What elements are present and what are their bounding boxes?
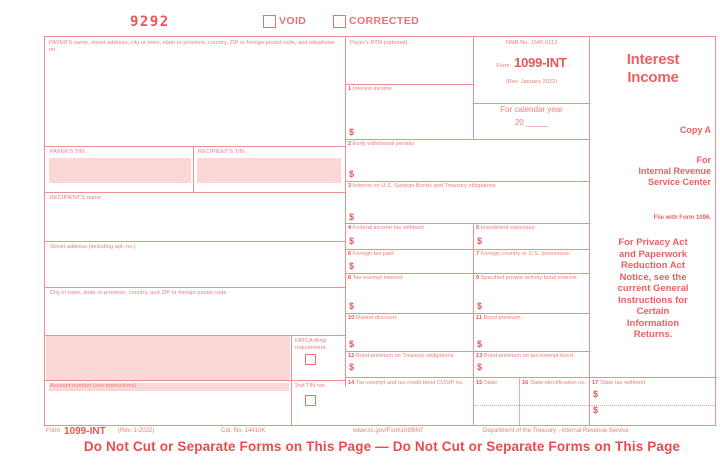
footer-form-name: 1099-INT (64, 426, 106, 437)
box-11-number: 11 (476, 315, 483, 321)
box-10[interactable] (348, 315, 472, 351)
copy-for-label: For (696, 155, 711, 165)
irs-line-2: Service Center (647, 177, 711, 187)
box-2-label: Early withdrawal penalty (352, 141, 415, 147)
box-6-number: 6 (348, 251, 352, 257)
omb-number: OMB No. 1545-0112 (505, 40, 558, 46)
box-17-label: State tax withheld (599, 380, 645, 386)
box-9-number: 9 (476, 275, 480, 281)
footer-cat-no: Cat. No. 14410K (221, 428, 266, 434)
fatca-label: FATCA filing requirement (295, 338, 326, 351)
box-12[interactable] (348, 353, 472, 372)
box-14-number: 14 (348, 380, 355, 386)
account-number-box[interactable] (50, 383, 137, 390)
dotted-state-split (475, 405, 589, 406)
box-3-number: 3 (348, 183, 352, 189)
fatca-checkbox[interactable] (305, 354, 316, 365)
box-10-currency: $ (349, 339, 355, 349)
column-divider-middle-right (589, 37, 590, 425)
box-14-label: Tax-exempt and tax credit bond CUSIP no. (355, 380, 464, 386)
box-3-label: Interest on U.S. Savings Bonds and Treasury obligations (352, 183, 496, 189)
omb-revision: (Rev. January 2022) (505, 79, 558, 85)
box-3-currency: $ (349, 212, 355, 222)
box-7-number: 7 (476, 251, 480, 257)
recipient-street-label: Street address (including apt. no.) (50, 244, 136, 250)
fatca-box[interactable] (295, 338, 345, 352)
box-13-label: Bond premium on tax-exempt bond (483, 353, 573, 359)
corrected-label: CORRECTED (349, 15, 420, 27)
recipient-tin-box[interactable] (198, 149, 244, 156)
privacy-line-5: current General (617, 283, 689, 294)
box-9[interactable] (476, 275, 588, 313)
form-title-line2: Income (627, 69, 679, 86)
payer-rtn-box[interactable] (350, 40, 407, 47)
box-15-label: State (483, 380, 498, 386)
box-8-number: 8 (348, 275, 352, 281)
box-4-label: Federal income tax withheld (352, 225, 424, 231)
box-5-label: Investment expenses (480, 225, 535, 231)
box-3[interactable] (348, 183, 588, 223)
account-number-label: Account number (see instructions) (50, 383, 137, 389)
box-2[interactable] (348, 141, 588, 181)
copy-a-label: Copy A (679, 125, 711, 135)
column-divider-left-middle (345, 37, 346, 387)
calendar-year-line1: For calendar year (500, 105, 563, 114)
divider-state-id (519, 377, 520, 425)
rule-box1213-bottom (345, 377, 589, 378)
box-7[interactable] (476, 251, 588, 258)
box-13-number: 13 (476, 353, 483, 359)
recipient-city-label: City or town, state or province, country, and ZIP or foreign postal code (50, 290, 227, 296)
privacy-line-8: Information (626, 317, 680, 329)
recipient-name-box[interactable] (50, 195, 101, 202)
box-8-label: Tax-exempt interest (352, 275, 403, 281)
box-1[interactable] (348, 86, 472, 139)
box-6-currency: $ (349, 261, 355, 271)
footer-revision: (Rev. 1-2022) (118, 428, 155, 434)
box-11[interactable] (476, 315, 588, 351)
payer-tin-box[interactable] (50, 149, 84, 156)
calendar-year-block (475, 105, 588, 127)
privacy-line-1: For Privacy Act (618, 237, 688, 248)
box-13-currency: $ (477, 362, 483, 372)
payer-name-address-box[interactable] (49, 40, 341, 54)
box-5-currency: $ (477, 236, 483, 246)
box-4-number: 4 (348, 225, 352, 231)
box-8[interactable] (348, 275, 472, 313)
dotted-state-tax-split (591, 405, 715, 406)
rule-payer-bottom (45, 146, 345, 147)
box-4-currency: $ (349, 236, 355, 246)
box-15[interactable] (476, 380, 518, 387)
privacy-act-notice (591, 237, 715, 341)
box-5-number: 5 (476, 225, 480, 231)
box-16-number: 16 (522, 380, 529, 386)
rule-recipient-name-bottom (45, 241, 345, 242)
form-title-line1: Interest (626, 51, 680, 68)
box-16[interactable] (522, 380, 588, 387)
divider-payer-recipient-tin (193, 146, 194, 192)
omb-form-word: Form (496, 63, 510, 69)
corrected-checkbox[interactable] (333, 15, 346, 28)
omb-block (475, 40, 588, 86)
box-13[interactable] (476, 353, 588, 372)
form-header-strip (44, 12, 716, 36)
box-2-number: 2 (348, 141, 352, 147)
privacy-line-4: Notice, see the (619, 271, 687, 283)
rule-box17-top (589, 377, 717, 378)
privacy-line-2: and Paperwork (618, 248, 688, 260)
footer-form-word: Form (46, 428, 60, 434)
box-11-label: Bond premium (483, 315, 521, 321)
box-16-label: State identification no. (529, 380, 587, 386)
box-2-currency: $ (349, 169, 355, 179)
box-10-label: Market discount (355, 315, 397, 321)
second-tin-checkbox[interactable] (305, 395, 316, 406)
box-6[interactable] (348, 251, 472, 271)
form-footer (46, 426, 718, 454)
rule-tin-bottom (45, 192, 345, 193)
box-17-currency-2: $ (593, 405, 599, 415)
payer-tin-label: PAYER'S TIN (50, 149, 84, 155)
box-7-label: Foreign country or U.S. possession (480, 251, 570, 257)
second-tin-label: 2nd TIN not. (295, 383, 327, 389)
rule-fatca-bottom (45, 380, 345, 381)
rule-street-bottom (45, 287, 345, 288)
box-9-currency: $ (477, 301, 483, 311)
footer-department: Department of the Treasury - Internal Revenue Service (483, 428, 629, 434)
form-body-frame (44, 36, 716, 426)
recipient-tin-shade (197, 158, 341, 183)
recipient-tin-label: RECIPIENT'S TIN (198, 149, 244, 155)
box-1-number: 1 (348, 86, 352, 92)
recipient-city-box[interactable] (50, 290, 227, 297)
box-6-label: Foreign tax paid (352, 251, 394, 257)
footer-website[interactable]: www.irs.gov/Form1099INT (353, 428, 424, 434)
irs-line-1: Internal Revenue (638, 166, 711, 176)
privacy-line-9: Returns. (633, 329, 673, 340)
divider-middle-subcolumn (473, 223, 474, 425)
box-17-currency-1: $ (593, 389, 599, 399)
payer-tin-shade (49, 158, 191, 183)
box-17[interactable] (592, 380, 712, 415)
box-12-label: Bond premium on Treasury obligations (355, 353, 454, 359)
box-15-number: 15 (476, 380, 483, 386)
recipient-name-label: RECIPIENT'S name (50, 195, 101, 201)
irs-center-block (591, 155, 711, 188)
payer-rtn-label: Payer's RTN (optional) (350, 40, 408, 46)
box-9-label: Specified private activity bond interest (480, 275, 577, 281)
box-11-currency: $ (477, 339, 483, 349)
box-10-number: 10 (348, 315, 355, 321)
omb-form-name: 1099-INT (514, 55, 567, 70)
void-label: VOID (279, 15, 307, 27)
box-5[interactable] (476, 225, 588, 246)
form-ocr-number: 9292 (130, 14, 170, 30)
box-17-number: 17 (592, 380, 599, 386)
do-not-cut-banner: Do Not Cut or Separate Forms on This Page — Do Not Cut or Separate Forms on This Page (83, 439, 681, 454)
privacy-line-6: Instructions for (618, 294, 688, 306)
payer-name-address-label: PAYER'S name, street address, city or town, state or province, country, ZIP or foreign postal code, and telephone no. (49, 40, 335, 53)
form-title-block (591, 51, 715, 87)
void-checkbox[interactable] (263, 15, 276, 28)
calendar-year-line2: 20 _____ (514, 118, 549, 127)
box-14[interactable] (348, 380, 472, 387)
privacy-line-3: Reduction Act (620, 260, 686, 271)
box-1-label: Interest income (352, 86, 392, 92)
box-8-currency: $ (349, 301, 355, 311)
box-4[interactable] (348, 225, 472, 246)
box-12-currency: $ (349, 362, 355, 372)
privacy-line-7: Certain (636, 306, 670, 317)
recipient-street-box[interactable] (50, 244, 136, 251)
second-tin-box[interactable] (295, 383, 345, 390)
box-1-currency: $ (349, 127, 355, 137)
file-with-1096-label: File with Form 1096. (653, 215, 711, 221)
box-12-number: 12 (348, 353, 355, 359)
blank-shade-block (46, 336, 290, 380)
